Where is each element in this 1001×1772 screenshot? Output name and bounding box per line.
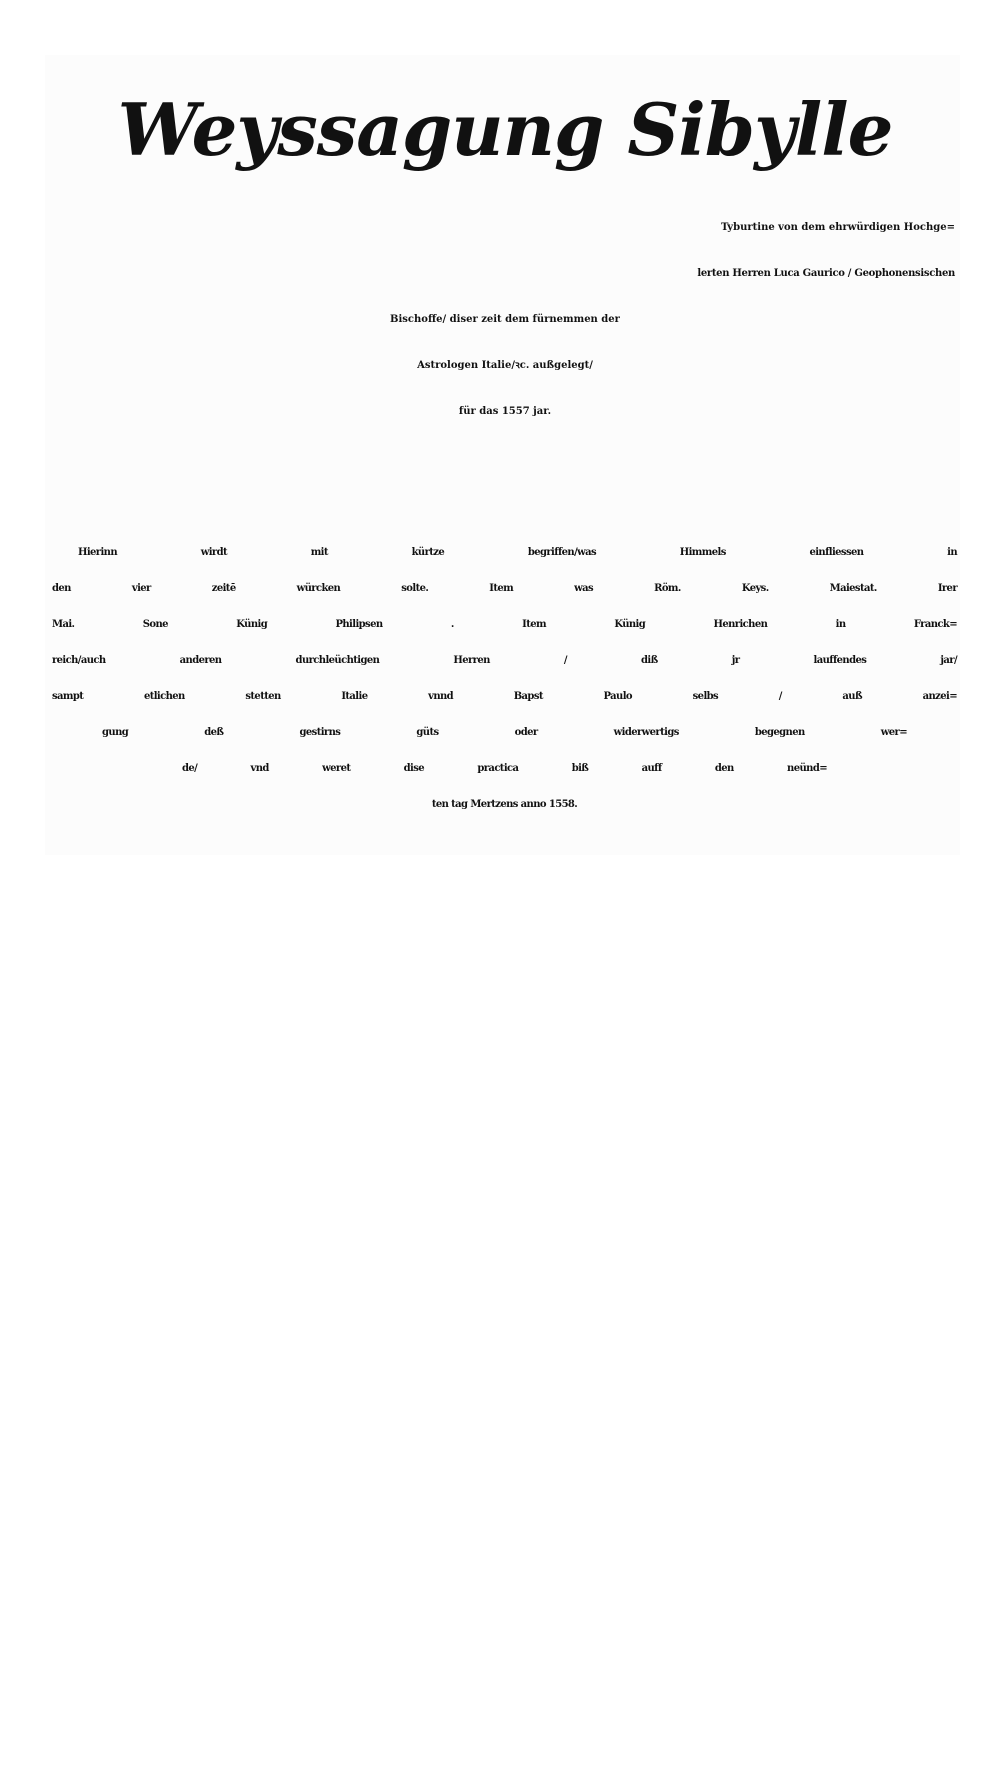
title-line-5: für das 1557 jar. [458, 406, 552, 417]
summary-line-3: Mai. Sone Künig Philipsen . Item Künig Henrichen in Franck= [52, 619, 957, 630]
title-line-3: Bischoffe/ diser zeit dem fürnemmen der [390, 314, 620, 325]
summary-line-4: reich/auch anderen durchleüchtigen Herren / diß jr lauffendes jar/ [52, 655, 957, 666]
summary-line-8: ten tag Mertzens anno 1558. [431, 799, 578, 810]
document-title: Weyssagung Sibylle [117, 87, 893, 172]
summary-line-6: gung deß gestirns güts oder widerwertigs begegnen wer= [102, 727, 907, 738]
summary-line-1: Hierinn wirdt mit kürtze begriffen/was Himmels einfliessen in [78, 547, 957, 558]
title-line-4: Astrologen Italie/ꝛc. außgelegt/ [417, 360, 593, 371]
summary-paragraph [52, 535, 957, 823]
title-line-2: lerten Herren Luca Gaurico / Geophonensischen [697, 268, 955, 279]
title-block [55, 205, 955, 435]
title-line-1: Tyburtine von dem ehrwürdigen Hochge= [720, 222, 955, 233]
summary-line-7: de/ vnd weret dise practica biß auff den neünd= [182, 763, 827, 774]
summary-line-2: den vier zeitē würcken solte. Item was Röm. Keys. Maiestat. Irer [52, 583, 957, 594]
summary-line-5: sampt etlichen stetten Italie vnnd Bapst Paulo selbs / auß anzei= [52, 691, 957, 702]
